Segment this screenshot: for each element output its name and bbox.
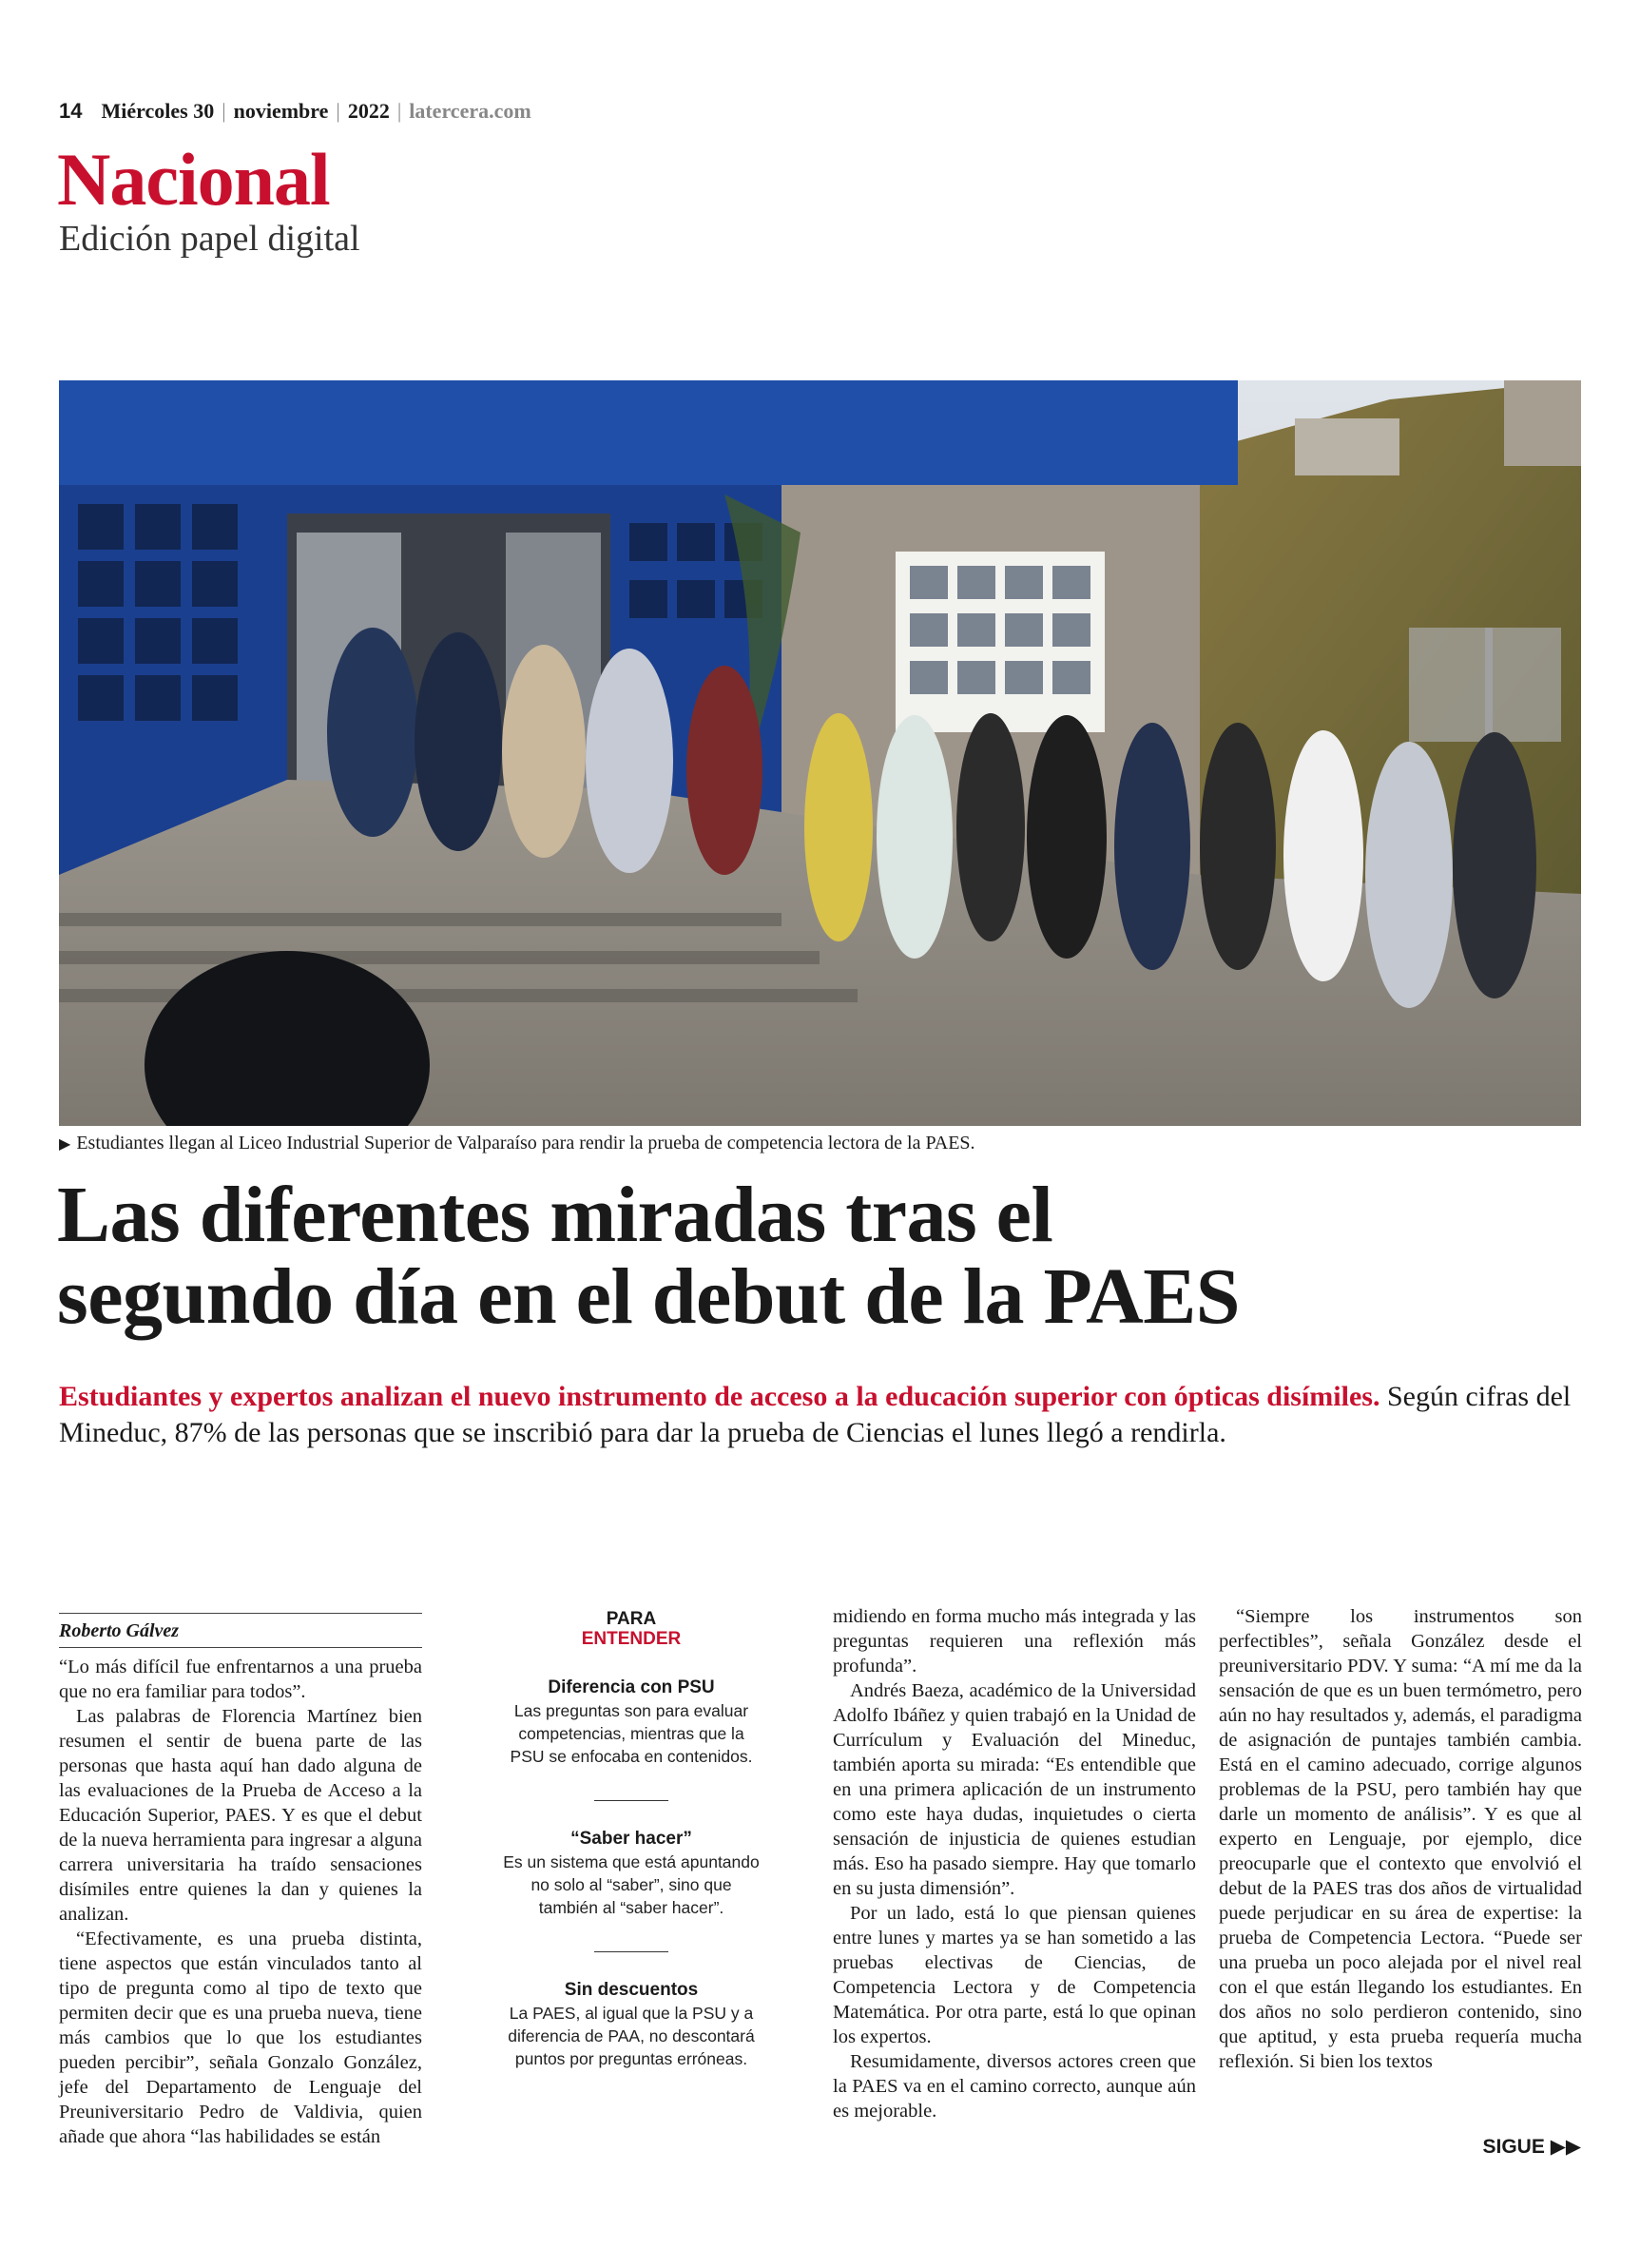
divider: | (396, 99, 402, 123)
article-deck (59, 1379, 1580, 1451)
date-year: 2022 (347, 99, 390, 123)
byline-rule (59, 1613, 422, 1614)
sidebar-title: PARA (606, 1609, 657, 1629)
paragraph: “Efectivamente, es una prueba distinta, tiene aspectos que están vinculados tanto al tipo de pregunta como al tipo de texto que permiten decir que es una prueba nueva, tiene más cambios que lo que los estudiantes pueden percibir”, señala Gonzalo González, jefe del Departamento de Lenguaje del Preuniversitario Pedro de Valdivia, quien añade que ahora “las habilidades se están (59, 1929, 422, 2147)
sidebar-item-body: La PAES, al igual que la PSU y a diferencia de PAA, no descontará puntos por preguntas erróneas. (508, 2004, 755, 2068)
divider: | (336, 99, 340, 123)
caption-triangle-icon: ▶ (59, 1136, 71, 1153)
page-number: 14 (59, 99, 83, 123)
paragraph: Andrés Baeza, académico de la Universidad Adolfo Ibáñez y quien trabajó en la Unidad de Currículum y Evaluación del Mineduc, también aporta su mirada: “Es entendible que en una primera aplicación de un instrumento como este haya dudas, inquietudes o cierta sensación de injusticia de quienes estudian más. Eso ha pasado siempre. Hay que tomarlo en su justa dimensión”. (833, 1680, 1196, 1899)
date-day: Miércoles 30 (101, 99, 215, 123)
double-arrow-icon: ▶▶ (1550, 2136, 1581, 2158)
article-column (59, 1655, 422, 2149)
divider: | (222, 99, 226, 123)
edition-subtitle: Edición papel digital (59, 219, 360, 259)
paragraph: Las palabras de Florencia Martínez bien resumen el sentir de buena parte de las personas que hasta aquí han dado alguna de las evaluaciones de la Prueba de Acceso a la Educación Superior, PAES. Y es que el debut de la nueva herramienta para ingresar a alguna carrera universitaria ha traído sensaciones disímiles entre quienes la dan y quienes la analizan. (59, 1706, 422, 1925)
para-entender-sidebar (502, 1610, 761, 2070)
paragraph: Resumidamente, diversos actores creen que la PAES va en el camino correcto, aunque aún es mejorable. (833, 2051, 1196, 2122)
students-photo-illustration (59, 380, 1581, 1126)
headline-line: segundo día en el debut de la PAES (57, 1252, 1241, 1341)
photo-caption (59, 1133, 975, 1154)
deck-lead: Estudiantes y expertos analizan el nuevo instrumento de acceso a la educación superior con ópticas disímiles. (59, 1381, 1380, 1412)
dateline (59, 99, 531, 124)
headline-line: Las diferentes miradas tras el (57, 1171, 1053, 1259)
section-title: Nacional (57, 138, 330, 221)
article-photo (59, 380, 1581, 1126)
sidebar-title-accent: ENTENDER (581, 1629, 682, 1649)
sidebar-item (502, 1828, 761, 1919)
sidebar-item (502, 1677, 761, 1768)
article-headline (57, 1171, 1578, 1341)
paragraph: “Lo más difícil fue enfrentarnos a una prueba que no era familiar para todos”. (59, 1657, 422, 1702)
sidebar-item-heading: Sin descuentos (564, 1980, 699, 2000)
paragraph: “Siempre los instrumentos son perfectibles”, señala González desde el preuniversitario PDV. Y suma: “A mí me da la sensación de que es un buen termómetro, pero aún no hay resultados y, además, el paradigma de asignación de puntajes también cambia. Está en el camino adecuado, corrige algunos problemas de la PSU, pero también hay que darle un momento de análisis”. Y es que al experto en Lenguaje, por ejemplo, dice preocuparle que el contexto que envolvió el debut de la PAES tras dos años de virtualidad puede perjudicar en su área de expertise: la prueba de Competencia Lectora. “Puede ser una prueba un poco alejada por el nivel real con el que están llegando los estudiantes. En dos años no solo perdieron contenido, sino que aptitud, y esta prueba requería mucha reflexión. Si bien los textos (1219, 1606, 1582, 2072)
sidebar-divider (594, 1800, 668, 1801)
continue-link[interactable] (1482, 2135, 1581, 2159)
sidebar-item-body: Es un sistema que está apuntando no solo al “saber”, sino que también al “saber hacer”. (503, 1852, 760, 1917)
sidebar-item (502, 1979, 761, 2070)
continue-label: SIGUE (1482, 2136, 1545, 2158)
paragraph: midiendo en forma mucho más integrada y las preguntas requieren una reflexión más profunda”. (833, 1606, 1196, 1677)
article-column (833, 1604, 1196, 2123)
sidebar-item-heading: “Saber hacer” (570, 1829, 692, 1849)
byline-rule (59, 1647, 422, 1648)
sidebar-item-heading: Diferencia con PSU (548, 1677, 715, 1697)
site-link[interactable]: latercera.com (409, 99, 531, 123)
paragraph: Por un lado, está lo que piensan quienes entre lunes y martes ya se han sometido a las pruebas electivas de Ciencias, de Competencia Lectora y de Competencia Matemática. Por otra parte, está lo que opinan los expertos. (833, 1903, 1196, 2047)
deck-rest: Según cifras del Mineduc, 87% de las personas que se inscribió para dar la prueba de Ciencias el lunes llegó a rendirla. (59, 1381, 1572, 1448)
caption-text: Estudiantes llegan al Liceo Industrial Superior de Valparaíso para rendir la prueba de competencia lectora de la PAES. (76, 1133, 975, 1153)
sidebar-divider (594, 1951, 668, 1952)
byline: Roberto Gálvez (59, 1620, 180, 1641)
article-column (1219, 1604, 1582, 2074)
sidebar-item-body: Las preguntas son para evaluar competencias, mientras que la PSU se enfocaba en contenidos. (510, 1701, 753, 1766)
date-month: noviembre (233, 99, 329, 123)
